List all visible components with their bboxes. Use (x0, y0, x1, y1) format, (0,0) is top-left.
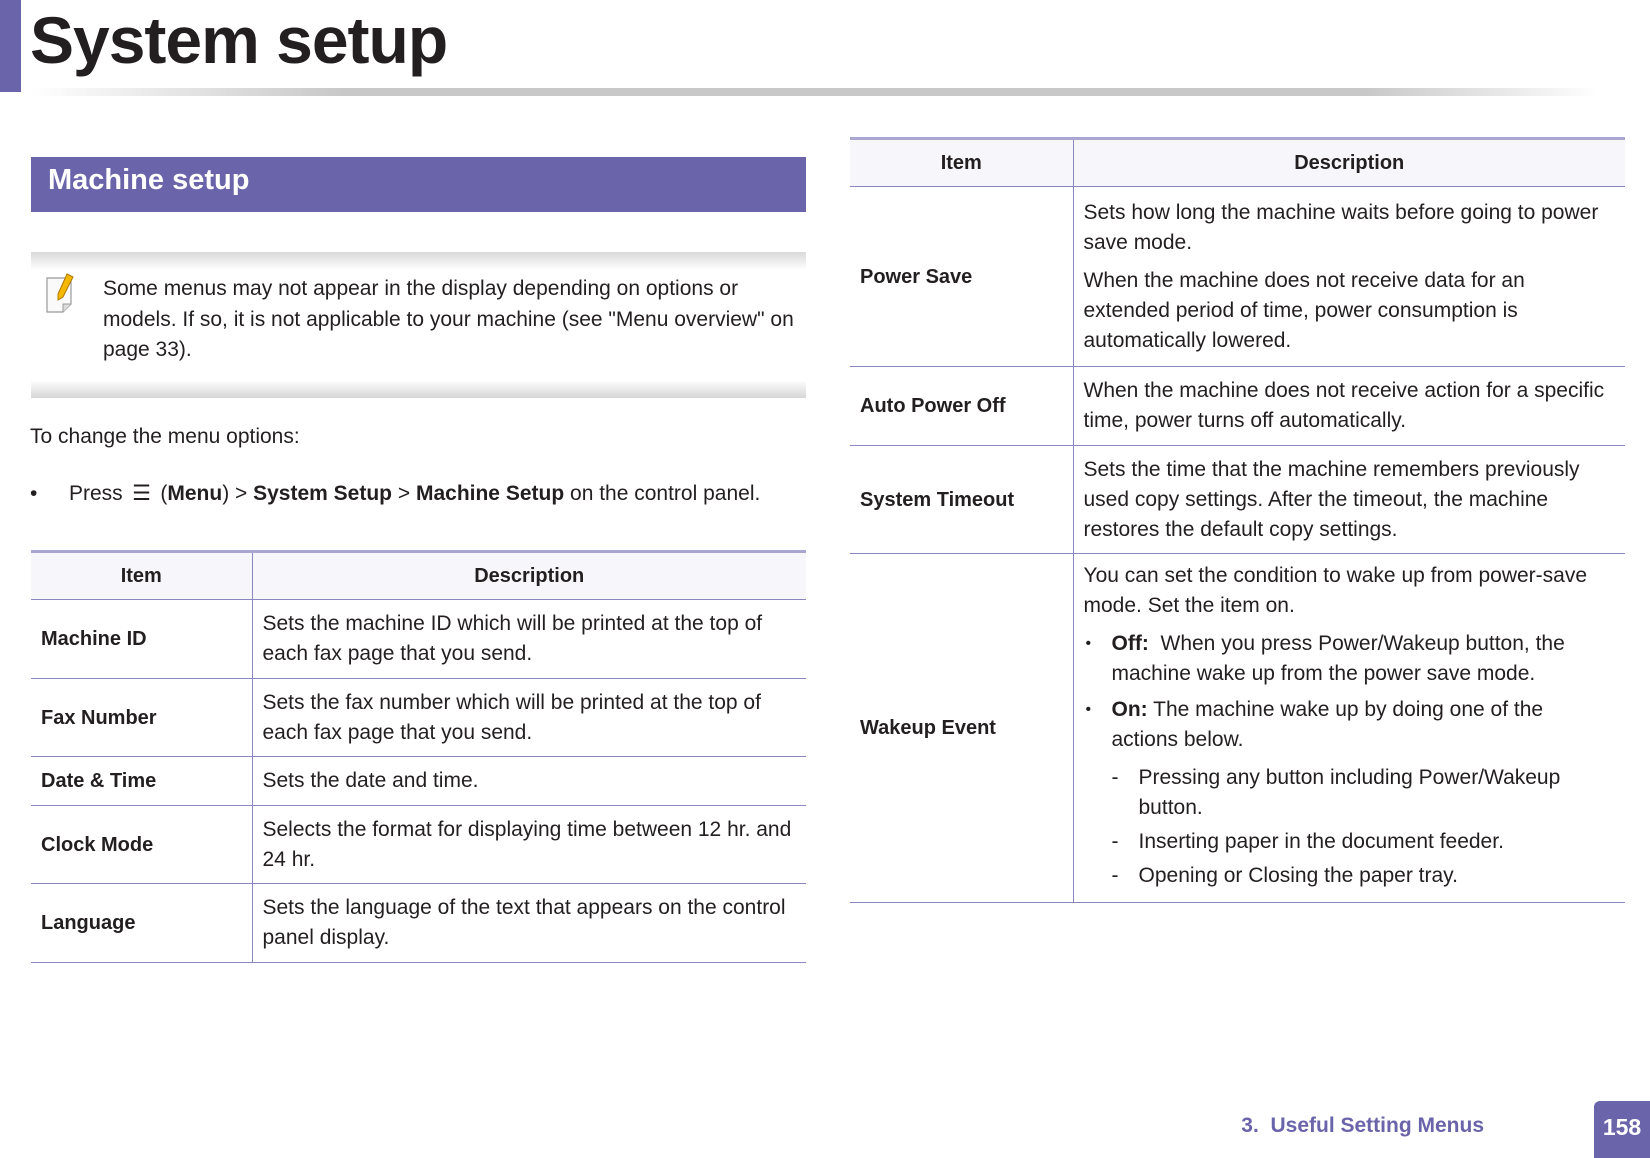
machine-setup-table-right: Item Description Power Save Sets how long the machine waits before going to power save mode. When the machine does not receive data for an extended period of time, power consumption is automatically lowered. Auto Power Off When the machine does not receive action for a specific time, power turns off automatically. System Timeout Sets the time that the machine remembers previously used copy settings. After the timeout, the machine restores the default copy settings. Wakeup Event You can set the condition to wake up from power-save mode. Set the item on. • Off: When you press Power/Wakeup button, the machine wake up from the power save mode. • On: The machine wake up by doing one of the actions below. - Pressing any button including Power/Wakeup button. - Inserting paper in the document feeder. - Opening or Closing the paper tray. (850, 137, 1625, 903)
section-title: Machine setup (31, 157, 806, 212)
page-title: System setup (30, 3, 448, 77)
table-row: Wakeup Event You can set the condition to wake up from power-save mode. Set the item on. • Off: When you press Power/Wakeup button, the machine wake up from the power save mode. • On: The machine wake up by doing one of the actions below. - Pressing any button including Power/Wakeup button. - Inserting paper in the document feeder. - Opening or Closing the paper tray. (850, 554, 1625, 903)
intro-text: To change the menu options: (30, 425, 300, 448)
menu-icon: ☰ (132, 482, 151, 505)
note-text: Some menus may not appear in the display depending on options or models. If so, it is not applicable to your machine (see "Menu overview" on page 33). (103, 277, 794, 361)
table-row: Power Save Sets how long the machine waits before going to power save mode. When the machine does not receive data for an extended period of time, power consumption is automatically lowered. (850, 187, 1625, 367)
chapter-tab-marker (0, 0, 21, 92)
table-row: Fax Number Sets the fax number which will be printed at the top of each fax page that you send. (31, 679, 806, 757)
note-box (31, 252, 806, 398)
note-pencil-icon (45, 272, 81, 314)
list-item: • Off: When you press Power/Wakeup button, the machine wake up from the power save mode. (1084, 629, 1616, 689)
table-row: Date & Time Sets the date and time. (31, 757, 806, 806)
list-item: • On: The machine wake up by doing one of the actions below. (1084, 695, 1616, 755)
list-item: - Inserting paper in the document feeder. (1084, 827, 1616, 857)
instruction-step: • Press ☰ (Menu) > System Setup > Machine Setup on the control panel. (30, 482, 761, 505)
list-item: - Pressing any button including Power/Wakeup button. (1084, 763, 1616, 823)
list-item: - Opening or Closing the paper tray. (1084, 861, 1616, 891)
table-row: Clock Mode Selects the format for displaying time between 12 hr. and 24 hr. (31, 806, 806, 884)
page-number: 158 (1594, 1101, 1650, 1158)
table-row: System Timeout Sets the time that the machine remembers previously used copy settings. After the timeout, the machine restores the default copy settings. (850, 446, 1625, 554)
table-row: Auto Power Off When the machine does not receive action for a specific time, power turns off automatically. (850, 367, 1625, 446)
table-row: Machine ID Sets the machine ID which will be printed at the top of each fax page that you send. (31, 600, 806, 679)
machine-setup-table-left: Item Description Machine ID Sets the machine ID which will be printed at the top of each fax page that you send. Fax Number Sets the fax number which will be printed at the top of each fax page that you send. Date & Time Sets the date and time. Clock Mode Selects the format for displaying time between 12 hr. and 24 hr. Language Sets the language of the text that appears on the control panel display. (31, 550, 806, 963)
table-row: Language Sets the language of the text that appears on the control panel display. (31, 884, 806, 963)
chapter-footer: 3. Useful Setting Menus (1241, 1114, 1484, 1137)
title-divider (30, 88, 1600, 96)
